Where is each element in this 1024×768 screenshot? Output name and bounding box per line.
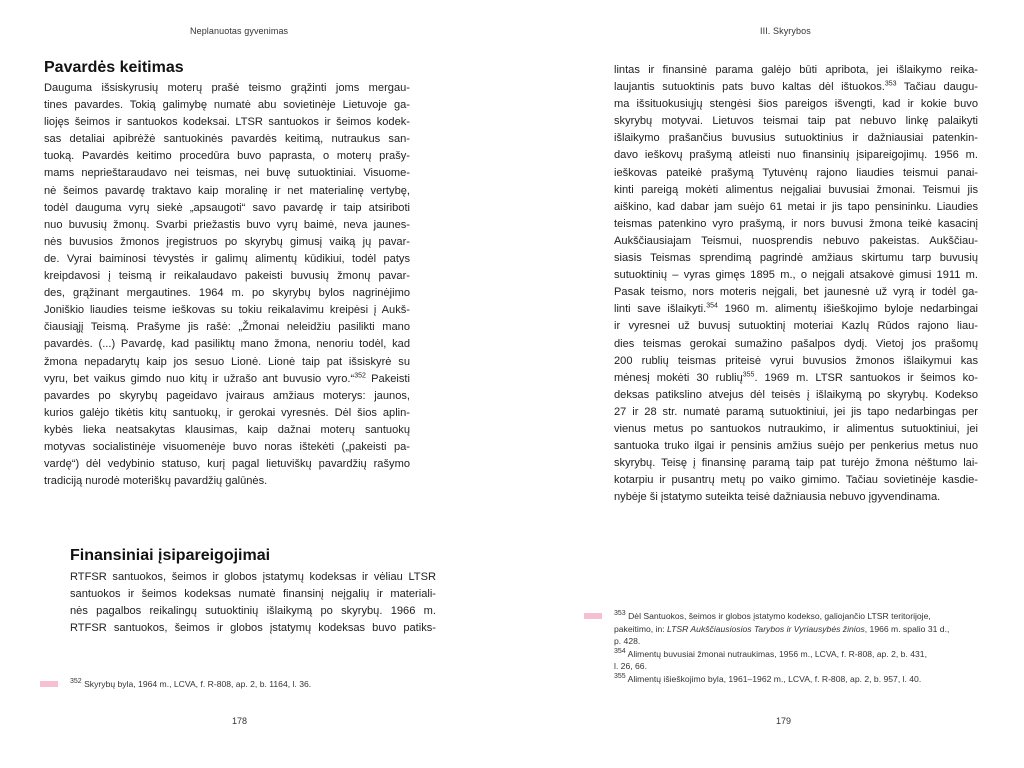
footnote-line	[614, 648, 994, 661]
footnote-source-title: LTSR Aukščiausiosios Tarybos ir Vyriausybės žinios	[667, 623, 865, 634]
text-segment: laujantis sutuoktinis pats buvo kaltas dėl ištuokos.	[614, 81, 885, 94]
footnote-number: 354	[614, 647, 626, 655]
footnote-number: 355	[614, 673, 626, 681]
text-line: išlaikymo prašančius buvusius sutuoktinius ir dažniausiai patenkin-	[614, 132, 978, 145]
text-line: pavardes po skyrybų pageidavo įvairaus amžiaus moterys: jaunos,	[44, 389, 410, 402]
footnote-353	[614, 610, 994, 648]
text-line: kurios galėjo tikėtis kitų santuokų, ir gerokai vyresnės. Dėl šios aplin-	[44, 406, 410, 419]
text-line: vienus metus po santuokos nutraukimo, ir alimentus sutuoktiniui, jei	[614, 422, 978, 435]
footnote-line	[614, 610, 994, 623]
section-heading-financial: Finansiniai įsipareigojimai	[70, 547, 271, 564]
text-line: santuokos ir šeimos kodeksas numatė finansinį neįgalių ir materiali-	[70, 588, 436, 601]
text-line: dies teismas gerokai sumažino pašalpos dydį. Vietoj jos prašomų	[614, 337, 978, 350]
text-line: aiškino, kad dabar jam suėjo 61 metai ir jis tapo pensininku. Liaudies	[614, 200, 978, 213]
text-line: čiausiąjį Teismą. Prašyme jis rašė: „Žmonai neleidžiu pasilikti mano	[44, 321, 410, 334]
text-line: vardę“) dėl vedybinio statuso, kurį pagal lietuviškų pavardžių rašymo	[44, 458, 410, 471]
text-line: 200 rublių teismas priteisė vyrui buvusios žmonos išlaikymui kas	[614, 354, 978, 367]
footnote-ref-354[interactable]: 354	[706, 302, 718, 310]
footnote-number: 353	[614, 610, 626, 618]
text-line: kybės lieka neatsakytas klausimas, kaip dažnai moterų santuokų	[44, 423, 410, 436]
text-line: lintas ir finansinė parama galėjo būti apribota, jei išlaikymo reika-	[614, 64, 978, 76]
right-body	[614, 62, 978, 506]
text-line: Pasak teismo, nors moteris neįgali, bet jaunesnė už vyrą ir todėl ga-	[614, 286, 978, 299]
text-line: ieškovas pateikė prašymą Tytuvėnų rajono liaudies teismui panai-	[614, 166, 978, 179]
text-line: des, grąžinant mergautines. 1964 m. po skyrybų bylos nagrinėjimo	[44, 287, 410, 300]
text-line: tradiciją nurodė moteriškų pavardžių galūnės.	[44, 475, 268, 488]
footnote-line: p. 428.	[614, 636, 641, 647]
running-head-right: III. Skyrybos	[760, 26, 811, 36]
text-segment: vyru, bet vaikus gimdo nuo kitų ir užrašo ant buvusio vyro.“	[44, 372, 355, 385]
footnotes-left	[70, 678, 450, 691]
footnote-text: Alimentų buvusiai žmonai nutraukimas, 1956 m., LCVA, f. R-808, ap. 2, b. 431,	[627, 648, 927, 659]
text-line: mams neprieštaraudavo nei teismas, nei buvę sutuoktiniai. Visuome-	[44, 167, 410, 180]
text-line: RTFSR santuokos, šeimos ir globos įstatymų kodeksas ir vėliau LTSR	[70, 571, 436, 583]
text-line: todėl dauguma vyrų siekė „apsaugoti“ savo pavardę ir taip atsiriboti	[44, 201, 410, 214]
text-line-with-footnote	[614, 301, 978, 318]
text-segment: Pakeisti	[365, 372, 410, 385]
footnote-355	[614, 673, 994, 686]
footnote-ref-355[interactable]: 355	[742, 371, 755, 378]
text-line: skyrybų motyvai. Lietuvos teismai taip pat nebuvo linkę palaikyti	[614, 115, 978, 128]
text-segment: mėnesį mokėti 30 rublių	[614, 371, 743, 384]
footnote-text: , 1966 m. spalio 31 d.,	[864, 623, 950, 634]
text-line-with-footnote	[614, 370, 978, 387]
footnote-line	[614, 623, 994, 636]
text-line: siasis Teismas sprendimą pagrindė amžiaus skirtumu tarp buvusių	[614, 252, 978, 265]
text-line: liojęs šeimos ir santuokos kodeksai. LTSR santuokos ir šeimos kodek-	[44, 116, 410, 129]
text-line: nės pagalbos reikalingų sutuoktinių išlaikymą po skyrybų. 1966 m.	[70, 605, 436, 618]
footnote-text: Dėl Santuokos, šeimos ir globos įstatymo kodekso, galiojančio LTSR teritorijoje,	[628, 611, 931, 621]
text-line: deksas patikslino atvejus dėl teisės į išlaikymą po skyrybų. Kodekso	[614, 388, 978, 401]
text-line: pavardės. (...) Pavardę, kad pasiliktų mano žmona, nenoriu todėl, kad	[44, 338, 410, 351]
text-segment: . 1969 m. LTSR santuokos ir šeimos ko-	[754, 371, 978, 384]
text-line: sas detaliai apibrėžė santuokinės pavardės keitimą, nutraukus san-	[44, 133, 410, 146]
footnote-line: l. 26, 66.	[614, 661, 647, 672]
text-line: nybėje ši įstatymo suteikta teisė dažniausia nebuvo įgyvendinama.	[614, 491, 941, 504]
text-line: sutuoktinių – vyras gimęs 1895 m., o neįgali atsakovė gimusi 1911 m.	[614, 269, 978, 282]
text-line: skyrybų. Teisę į finansinę paramą taip pat turėjo žmona nėštumo lai-	[614, 457, 978, 470]
footnote-text: Alimentų išieškojimo byla, 1961–1962 m., LCVA, f. R-808, ap. 2, b. 957, l. 40.	[627, 673, 922, 684]
footnote-ref-352[interactable]: 352	[354, 371, 366, 379]
footnote-text: pakeitimo, in:	[614, 623, 668, 634]
text-line: ir vyresnei už buvusį sutuoktinį moteriai Kazlų Rūdos rajono liau-	[614, 320, 978, 333]
footnote-ref-353[interactable]: 353	[884, 80, 897, 88]
section-body-surname	[44, 80, 410, 490]
footnote-marker	[584, 613, 602, 619]
text-line: tuoką. Pavardės keitimo procedūra buvo paprasta, o moterų prašy-	[44, 150, 410, 163]
text-line: nės buvusios žmonos įregistruos po skyrybų gimusį vaiką jų pavar-	[44, 235, 410, 248]
text-line-with-footnote	[44, 371, 410, 388]
page-number-right: 179	[776, 716, 792, 726]
text-line-with-footnote	[614, 79, 978, 96]
text-line: Joniškio liaudies teisme ieškovas su tokiu reikalavimu kreipėsi į Aukš-	[44, 304, 410, 317]
right-page	[512, 0, 1024, 768]
text-line: teismas patenkino vyro prašymą, ir nors buvusi žmona teikė kasacinį	[614, 217, 978, 230]
text-line: RTFSR santuokos, šeimos ir globos įstatymų kodeksas buvo patiks-	[70, 622, 436, 635]
text-line: 27 ir 28 str. numatė paramą sutuoktiniui, jei jis tapo nedarbingas per	[614, 405, 978, 418]
text-line: ma išsituokusiųjų stengėsi šios pareigos išvengti, kad ir kokie buvo	[614, 98, 978, 111]
text-line: nė šeimos pavardę traktavo kaip moralinę ir net materialinę vertybę,	[44, 184, 410, 197]
text-line: davo ieškovų prašymą atleisti nuo finansinių įsipareigojimų. 1956 m.	[614, 149, 978, 162]
running-head-left: Neplanuotas gyvenimas	[190, 26, 289, 36]
text-segment: 1960 m. alimentų išieškojimo byloje nedarbingai	[717, 303, 979, 316]
section-heading-surname: Pavardės keitimas	[44, 59, 184, 76]
page-number-left: 178	[232, 716, 248, 726]
footnote-line	[614, 673, 994, 686]
footnote-text: Skyrybų byla, 1964 m., LCVA, f. R-808, ap. 2, b. 1164, l. 36.	[84, 679, 312, 689]
text-segment: linti save išlaikyti.	[614, 303, 707, 316]
footnote-marker	[40, 681, 58, 687]
text-line: kreipdavosi į teismą ir reikalaudavo pakeisti buvusių žmonų pavar-	[44, 270, 410, 283]
text-line: tines pavardes. Tokią galimybę numatė abu sovietinėje Lietuvoje ga-	[44, 99, 410, 112]
text-line: de. Vyrai baiminosi tėvystės ir galimų alimentų kūdikiui, todėl patys	[44, 252, 410, 265]
footnote-number: 352	[70, 678, 82, 686]
text-line: motyvas socialistinėje visuomenėje buvo noras ištekėti („pakeisti pa-	[44, 440, 410, 453]
footnote-352	[70, 678, 450, 691]
text-line: žmona nepadarytų kaip jos sesuo Lionė. Lionė taip pat išsiskyrė su	[44, 355, 410, 368]
text-line: kinti pareigą mokėti alimentus neįgaliai buvusiai žmonai. Teismui jis	[614, 183, 978, 196]
text-line: nuo buvusių žmonų. Svarbi priežastis buvo vyrų baimė, neva jaunes-	[44, 218, 410, 231]
text-line: Dauguma išsiskyrusių moterų prašė teismo grąžinti joms mergau-	[44, 82, 410, 94]
text-line: kotarpiu ir pusantrų metų po vaiko gimimo. Tačiau sovietinėje kasdie-	[614, 474, 978, 487]
section-body-financial	[70, 569, 436, 637]
text-segment: Tačiau daugu-	[896, 81, 979, 94]
text-line: Aukščiausiajam Teismui, nuosprendis nebuvo pakeistas. Aukščiau-	[614, 234, 978, 247]
footnote-354	[614, 648, 994, 673]
footnotes-right	[614, 610, 994, 686]
text-line: santuoka truko ilgai ir pensinis amžius suėjo per penkerius metus nuo	[614, 440, 978, 453]
